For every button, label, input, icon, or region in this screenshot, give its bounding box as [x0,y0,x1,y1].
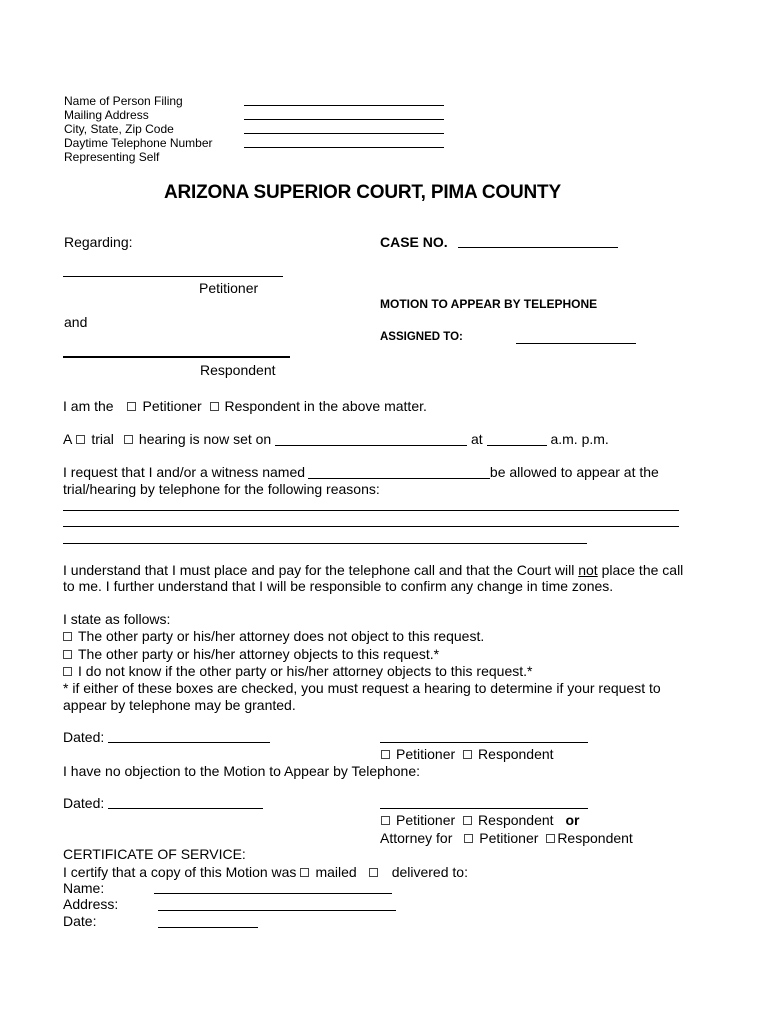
note-line-1: * if either of these boxes are checked, you must request a hearing to determine if your request to [63,680,661,696]
city-state-zip-field[interactable] [244,133,444,134]
note-line-2: appear by telephone may be granted. [63,697,296,713]
understand-line-2: to me. I further understand that I will be responsible to confirm any change in time zones. [63,578,614,594]
reasons-line-1[interactable] [63,510,679,511]
option-1-label: The other party or his/her attorney does not object to this request. [78,628,485,644]
i-am-the-text: I am the [63,398,114,414]
daytime-phone-label: Daytime Telephone Number [64,136,213,150]
option-3-label: I do not know if the other party or his/her attorney objects to this request.* [78,663,533,679]
mailing-address-field[interactable] [244,119,444,120]
not-text: not [578,562,598,578]
petitioner-checkbox[interactable] [127,402,136,411]
cert-date-label: Date: [63,913,97,929]
certify-line [63,864,468,880]
signature-field-2[interactable] [380,808,588,809]
option-1-row [59,628,484,644]
dated-field-1[interactable] [108,742,270,743]
signer-1-petitioner-checkbox[interactable] [381,750,390,759]
mailed-label: mailed [315,864,357,880]
signature-field-1[interactable] [380,742,588,743]
respondent-label: Respondent [200,362,276,378]
filer-name-label: Name of Person Filing [64,94,183,108]
at-text: at [471,431,483,447]
attorney-role-row [380,830,633,846]
request-text-3: trial/hearing by telephone for the following reasons: [63,481,380,497]
understand-text-1b: place the call [601,562,684,578]
city-state-zip-label: City, State, Zip Code [64,122,174,136]
petitioner-label: Petitioner [199,280,259,296]
delivered-checkbox[interactable] [369,868,378,877]
request-text-1: I request that I and/or a witness named [63,464,306,480]
am-pm-text: a.m. p.m. [550,431,609,447]
option-2-row [59,646,439,662]
and-label: and [64,314,88,330]
petitioner-name-field[interactable] [63,276,283,277]
witness-name-field[interactable] [308,465,490,479]
option-1-checkbox[interactable] [63,632,72,641]
state-as-follows: I state as follows: [63,611,171,627]
request-line-1 [63,464,659,480]
certificate-heading: CERTIFICATE OF SERVICE: [63,846,246,862]
hearing-date-field[interactable] [275,432,467,446]
petitioner-option-label: Petitioner [142,398,202,414]
cert-name-label: Name: [63,880,105,896]
reasons-line-3[interactable] [63,543,587,544]
case-no-label: CASE NO. [380,234,448,250]
cert-address-label: Address: [63,896,119,912]
attorney-respondent-checkbox[interactable] [546,834,555,843]
signer-1-petitioner-label: Petitioner [396,746,456,762]
trial-checkbox[interactable] [76,435,85,444]
daytime-phone-field[interactable] [244,147,444,148]
representing-self-label: Representing Self [64,150,160,164]
attorney-for-label: Attorney for [380,830,453,846]
signer-2-petitioner-label: Petitioner [396,812,456,828]
request-text-2: be allowed to appear at the [489,464,659,480]
respondent-checkbox[interactable] [210,402,219,411]
signer-role-2 [377,812,579,828]
option-3-checkbox[interactable] [63,667,72,676]
reasons-line-2[interactable] [63,526,679,527]
case-no-field[interactable] [458,247,618,248]
attorney-petitioner-label: Petitioner [479,830,539,846]
attorney-respondent-label: Respondent [557,830,633,846]
trial-label: trial [91,431,114,447]
mailed-checkbox[interactable] [300,868,309,877]
cert-date-field[interactable] [158,927,258,928]
option-3-row [59,663,532,679]
delivered-to-label: delivered to: [391,864,468,880]
attorney-petitioner-checkbox[interactable] [464,834,473,843]
understand-text-1a: I understand that I must place and pay for the telephone call and that the Court will [63,562,575,578]
a-text: A [63,431,73,447]
dated-field-2[interactable] [108,808,263,809]
certify-text: I certify that a copy of this Motion was [63,864,297,880]
motion-title: MOTION TO APPEAR BY TELEPHONE [380,297,598,311]
assigned-to-label: ASSIGNED TO: [380,331,463,343]
signer-2-petitioner-checkbox[interactable] [381,816,390,825]
hearing-time-field[interactable] [487,432,547,446]
signer-2-respondent-label: Respondent [478,812,554,828]
filer-name-field[interactable] [244,105,444,106]
respondent-name-field[interactable] [63,356,290,358]
cert-name-field[interactable] [154,893,392,894]
court-title: ARIZONA SUPERIOR COURT, PIMA COUNTY [164,182,561,203]
signer-2-respondent-checkbox[interactable] [463,816,472,825]
respondent-option-label: Respondent in the above matter. [224,398,427,414]
party-role-line [63,398,427,414]
hearing-checkbox[interactable] [124,435,133,444]
hearing-set-on-text: hearing is now set on [138,431,272,447]
option-2-label: The other party or his/her attorney objects to this request.* [78,646,440,662]
no-objection-text: I have no objection to the Motion to Appear by Telephone: [63,763,420,779]
assigned-to-field[interactable] [516,343,636,344]
signer-1-respondent-checkbox[interactable] [463,750,472,759]
or-text: or [565,812,580,828]
option-2-checkbox[interactable] [63,650,72,659]
understand-line-1 [63,562,683,578]
signer-role-1 [377,746,554,762]
dated-label-1: Dated: [63,729,105,745]
mailing-address-label: Mailing Address [64,108,149,122]
signer-1-respondent-label: Respondent [478,746,554,762]
regarding-label: Regarding: [64,234,133,250]
cert-address-field[interactable] [158,910,396,911]
hearing-line [63,431,609,447]
dated-label-2: Dated: [63,795,105,811]
